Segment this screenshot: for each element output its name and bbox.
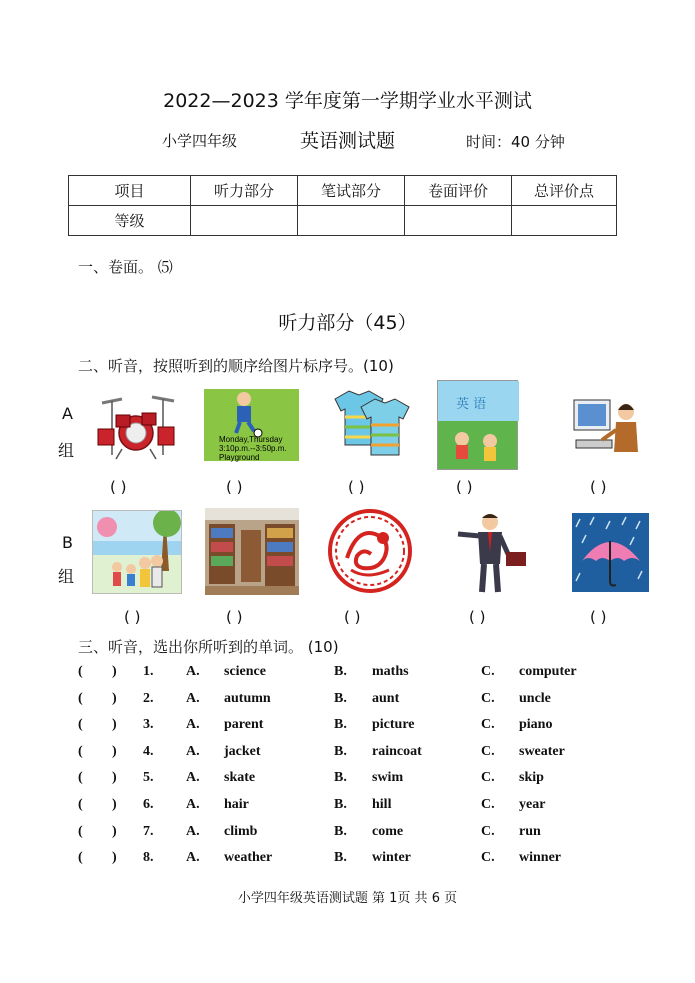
option-a-letter: A. <box>186 797 200 812</box>
close-paren: ) <box>112 797 117 812</box>
question-number: 4. <box>143 743 154 759</box>
score-table-header-row <box>69 176 617 206</box>
question-number: 7. <box>143 823 154 839</box>
option-c-letter: C. <box>481 664 495 679</box>
option-a-letter: A. <box>186 850 200 866</box>
option-a-letter: A. <box>186 664 200 679</box>
group-b-letter: B <box>62 533 73 552</box>
close-paren: ) <box>112 770 117 786</box>
option-a-word: science <box>224 664 266 679</box>
paper-cut-image <box>327 508 413 594</box>
book-title: 英 语 <box>456 397 487 412</box>
open-paren[interactable]: ( <box>78 743 83 759</box>
english-book-image <box>437 380 518 470</box>
option-b-letter: B. <box>334 850 347 866</box>
option-c-word: computer <box>519 664 577 679</box>
option-a-word: parent <box>224 717 264 733</box>
open-paren[interactable]: ( <box>78 664 83 679</box>
option-c-letter: C. <box>481 690 495 706</box>
option-c-word: run <box>519 823 541 839</box>
option-b-letter: B. <box>334 690 347 706</box>
open-paren[interactable]: ( <box>78 797 83 812</box>
answer-blank[interactable]: ( ) <box>590 608 607 626</box>
option-b-word: winter <box>372 850 411 866</box>
option-b-letter: B. <box>334 743 347 759</box>
option-b-word: hill <box>372 797 392 812</box>
question-number: 8. <box>143 850 154 866</box>
close-paren: ) <box>112 717 117 733</box>
computer-user-image <box>572 396 642 458</box>
option-a-word: jacket <box>224 743 261 759</box>
close-paren: ) <box>112 690 117 706</box>
option-b-word: aunt <box>372 690 400 706</box>
listening-heading: 听力部分（45） <box>278 312 417 334</box>
option-c-letter: C. <box>481 850 495 866</box>
option-a-word: climb <box>224 823 258 839</box>
playground-schedule-image <box>204 389 299 461</box>
option-b-letter: B. <box>334 823 347 839</box>
close-paren: ) <box>112 850 117 866</box>
park-family-image <box>92 510 182 594</box>
score-table-grade-row <box>69 206 617 236</box>
option-b-letter: B. <box>334 664 347 679</box>
table-cell: 等级 <box>69 206 191 236</box>
option-c-word: uncle <box>519 690 551 706</box>
close-paren: ) <box>112 823 117 839</box>
question-number: 1. <box>143 664 154 679</box>
option-b-word: raincoat <box>372 743 422 759</box>
close-paren: ) <box>112 743 117 759</box>
option-a-letter: A. <box>186 717 200 733</box>
page-footer: 小学四年级英语测试题 第 1页 共 6 页 <box>237 891 458 906</box>
open-paren[interactable]: ( <box>78 850 83 866</box>
grade-entry-cell[interactable] <box>298 206 405 236</box>
answer-blank[interactable]: ( ) <box>226 608 243 626</box>
time-label: 时间：40 分钟 <box>466 133 565 151</box>
table-cell: 笔试部分 <box>298 176 405 206</box>
option-c-word: sweater <box>519 743 565 759</box>
exam-title: 2022—2023 学年度第一学期学业水平测试 <box>163 90 532 112</box>
grade-label: 小学四年级 <box>162 132 238 150</box>
option-c-word: piano <box>519 717 553 733</box>
grade-entry-cell[interactable] <box>405 206 512 236</box>
open-paren[interactable]: ( <box>78 717 83 733</box>
answer-blank[interactable]: ( ) <box>590 478 607 496</box>
score-table <box>68 175 617 236</box>
group-b-zu: 组 <box>58 567 75 586</box>
businessman-image <box>452 512 530 594</box>
question-number: 5. <box>143 770 154 786</box>
answer-blank[interactable]: ( ) <box>344 608 361 626</box>
option-c-word: skip <box>519 770 544 786</box>
section-1-heading: 一、卷面。 ⑸ <box>78 258 173 276</box>
table-cell: 项目 <box>69 176 191 206</box>
option-c-word: year <box>519 797 546 812</box>
schedule-time: 3:10p.m.--3:50p.m. <box>219 444 287 453</box>
question-number: 6. <box>143 797 154 812</box>
schedule-place: Playground <box>219 453 260 462</box>
close-paren: ) <box>112 664 117 679</box>
option-b-word: come <box>372 823 404 839</box>
answer-blank[interactable]: ( ) <box>348 478 365 496</box>
option-c-letter: C. <box>481 770 495 786</box>
grade-entry-cell[interactable] <box>191 206 298 236</box>
option-c-letter: C. <box>481 743 495 759</box>
section-3-heading: 三、听音，选出你所听到的单词。 (10) <box>78 638 339 656</box>
option-b-letter: B. <box>334 717 347 733</box>
table-cell: 卷面评价 <box>405 176 512 206</box>
t-shirts-image <box>331 383 413 465</box>
option-a-letter: A. <box>186 690 200 706</box>
library-image <box>205 508 299 595</box>
table-cell: 听力部分 <box>191 176 298 206</box>
schedule-days: Monday,Thursday <box>219 435 283 444</box>
option-b-letter: B. <box>334 770 347 786</box>
grade-entry-cell[interactable] <box>512 206 617 236</box>
question-number: 2. <box>143 690 154 706</box>
answer-blank[interactable]: ( ) <box>456 478 473 496</box>
option-a-letter: A. <box>186 770 200 786</box>
open-paren[interactable]: ( <box>78 823 83 839</box>
option-c-letter: C. <box>481 797 495 812</box>
option-c-letter: C. <box>481 717 495 733</box>
option-c-letter: C. <box>481 823 495 839</box>
option-b-word: picture <box>372 717 415 733</box>
open-paren[interactable]: ( <box>78 690 83 706</box>
drum-kit-image <box>92 385 180 463</box>
option-a-word: weather <box>224 850 273 866</box>
option-a-word: hair <box>224 797 249 812</box>
section-2-heading: 二、听音，按照听到的顺序给图片标序号。(10) <box>78 357 394 375</box>
question-number: 3. <box>143 717 154 733</box>
option-a-word: autumn <box>224 690 271 706</box>
option-a-letter: A. <box>186 743 200 759</box>
answer-blank[interactable]: ( ) <box>226 478 243 496</box>
option-b-letter: B. <box>334 797 347 812</box>
answer-blank[interactable]: ( ) <box>110 478 127 496</box>
open-paren[interactable]: ( <box>78 770 83 786</box>
option-c-word: winner <box>519 850 561 866</box>
umbrella-rain-image <box>572 513 649 592</box>
group-a-zu: 组 <box>58 441 75 460</box>
option-a-letter: A. <box>186 823 200 839</box>
option-b-word: swim <box>372 770 404 786</box>
subject-label: 英语测试题 <box>300 130 396 152</box>
table-cell: 总评价点 <box>512 176 617 206</box>
option-b-word: maths <box>372 664 409 679</box>
answer-blank[interactable]: ( ) <box>469 608 486 626</box>
group-a-letter: A <box>62 404 73 423</box>
answer-blank[interactable]: ( ) <box>124 608 141 626</box>
option-a-word: skate <box>224 770 256 786</box>
